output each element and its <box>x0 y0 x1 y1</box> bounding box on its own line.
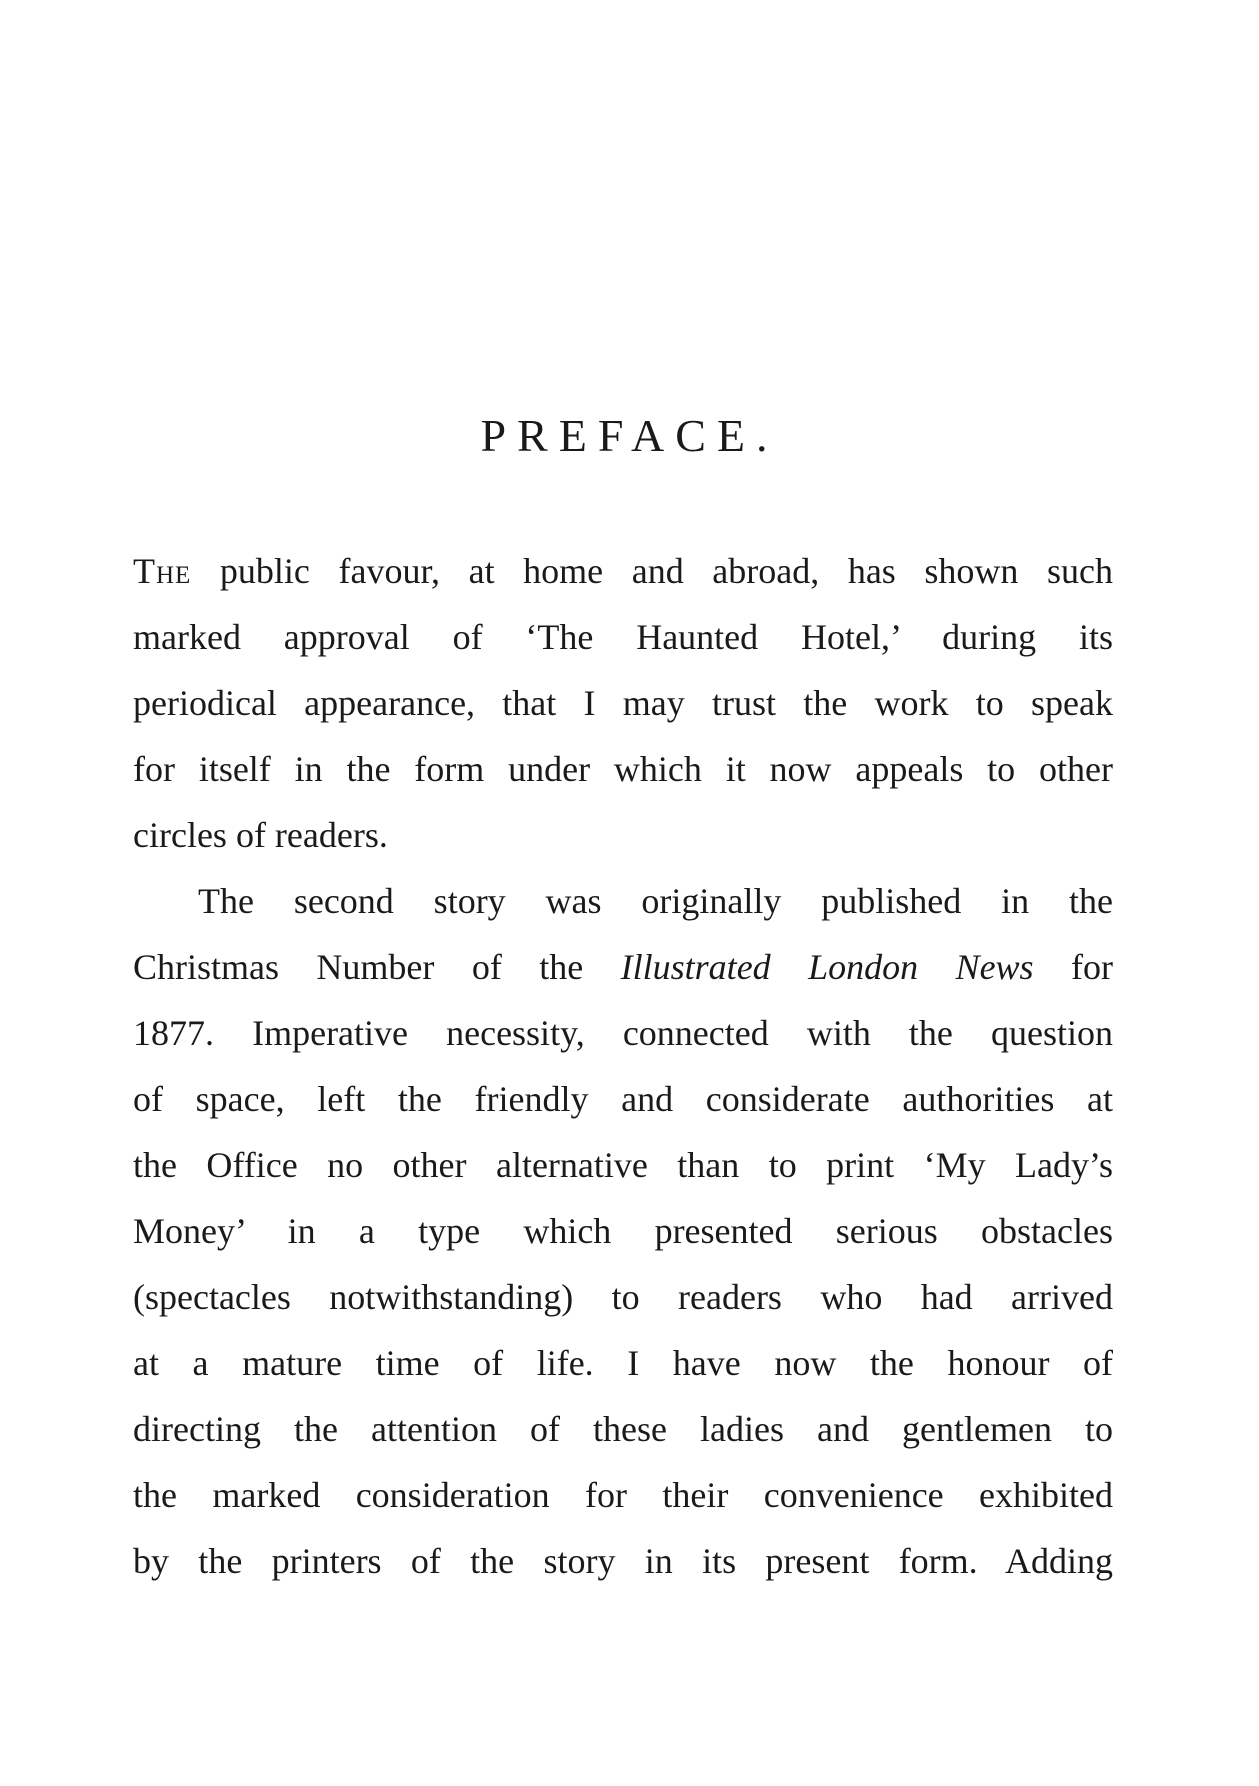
publication-title: Illustrated London News <box>620 947 1034 987</box>
preface-body <box>133 538 1113 1594</box>
text-line: directing the attention of these ladies and gentlemen to <box>133 1409 1113 1449</box>
text-line: by the printers of the story in its present form. Adding <box>133 1541 1113 1581</box>
text-line: 1877. Imperative necessity, connected with the question <box>133 1013 1113 1053</box>
page-title: PREFACE. <box>480 410 779 461</box>
lead-word: The <box>133 551 192 591</box>
paragraph-2 <box>133 868 1113 1594</box>
text-line: Christmas Number of the Illustrated London News for <box>133 947 1113 987</box>
text-line: The public favour, at home and abroad, has shown such <box>133 551 1113 591</box>
text-line: the marked consideration for their convenience exhibited <box>133 1475 1113 1515</box>
text-line: the Office no other alternative than to print ‘My Lady’s <box>133 1145 1113 1185</box>
text-line: (spectacles notwithstanding) to readers who had arrived <box>133 1277 1113 1317</box>
text-line: The second story was originally published in the <box>198 881 1113 921</box>
text-line: circles of readers. <box>133 815 388 855</box>
text-line: periodical appearance, that I may trust the work to speak <box>133 683 1113 723</box>
paragraph-1 <box>133 538 1113 868</box>
text-line: Money’ in a type which presented serious obstacles <box>133 1211 1113 1251</box>
text-line: at a mature time of life. I have now the honour of <box>133 1343 1113 1383</box>
text-line: for itself in the form under which it now appeals to other <box>133 749 1113 789</box>
text-line: of space, left the friendly and considerate authorities at <box>133 1079 1113 1119</box>
text-line: marked approval of ‘The Haunted Hotel,’ during its <box>133 617 1113 657</box>
